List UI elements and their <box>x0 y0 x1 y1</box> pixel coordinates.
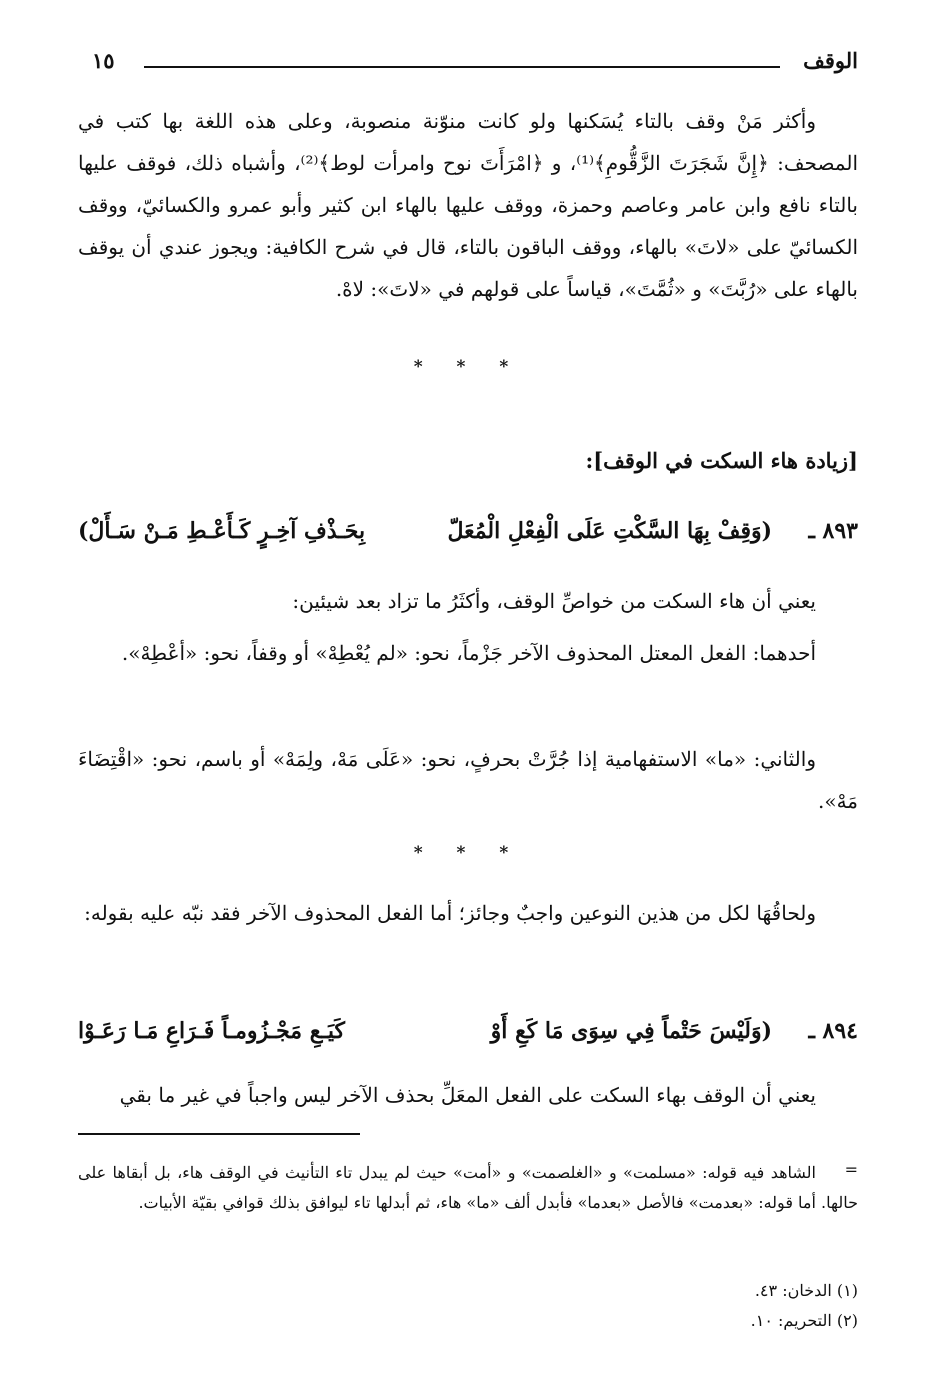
verse-hemistich-second: كَيَـعِ مَجْـزُومـاً فَـرَاعِ مَـا رَعَـوْا <box>78 1018 345 1044</box>
section-separator: * * * <box>413 357 523 377</box>
section-heading: [زيادة هاء السكت في الوقف]: <box>585 448 858 473</box>
verse-893 <box>78 512 858 558</box>
footnote-continuation-mark: = <box>844 1160 858 1179</box>
verse-number: ٨٩٣ ـ <box>808 518 858 544</box>
section-separator: * * * <box>413 843 523 863</box>
paragraph-verse-894-explanation: يعني أن الوقف بهاء السكت على الفعل المعَلِّ بحذف الآخر ليس واجباً في غير ما بقي <box>119 1083 816 1107</box>
footnote-2: (٢) التحريم: ١٠. <box>750 1311 858 1330</box>
paragraph-lihaq: ولحاقُهَا لكل من هذين النوعين واجبٌ وجائز؛ أما الفعل المحذوف الآخر فقد نبّه عليه بقوله: <box>84 901 816 925</box>
footnote-continuation: الشاهد فيه قوله: «مسلمت» و «الغلصمت» و «أمت» حيث لم يبدل تاء التأنيث في الوقف هاء، بل أبقاها على حالها. أما قوله: «بعدمت» فالأصل «بعدما» فأبدل ألف «ما» هاء، ثم أبدلها تاء ليوافق بذلك قوافي بقيّة الأبيات. <box>78 1163 858 1212</box>
verse-hemistich-first: (وَقِفْ بِهَا السَّكْتِ عَلَى الْفِعْلِ الْمُعَلّ <box>447 518 772 544</box>
paragraph-first-type: أحدهما: الفعل المعتل المحذوف الآخر جَزْماً، نحو: «لم يُعْطِهْ» أو وقفاً، نحو: «أعْطِهْ». <box>121 641 816 665</box>
chapter-title: الوقف <box>803 48 858 73</box>
paragraph-waqf-taa: وأكثر مَنْ وقف بالتاء يُسَكنها ولو كانت منوّنة منصوبة، وعلى هذه اللغة بها كتب في المصحف: ﴿إِنَّ شَجَرَتَ الزَّقُّومِ﴾⁽¹⁾، و ﴿امْرَأَتَ نوح وامرأت لوط﴾⁽²⁾، وأشباه ذلك، فوقف عليها بالتاء نافع وابن عامر وعاصم وحمزة، ووقف عليها بالهاء ابن كثير وأبو عمرو والكسائيّ، ووقف الكسائيّ على «لاتَ» بالهاء، ووقف الباقون بالتاء، قال في شرح الكافية: ويجوز عندي أن يوقف بالهاء على «رُبَّتَ» و «ثُمَّتَ»، قياساً على قولهم في «لاتَ»: لاهْ. <box>78 109 858 301</box>
running-header <box>92 48 858 78</box>
verse-hemistich-second: بِحَـذْفِ آخِـرٍ كَـأَعْـطِ مَـنْ سَـأَلْ) <box>78 518 366 544</box>
verse-number: ٨٩٤ ـ <box>808 1018 858 1044</box>
paragraph-explanation: يعني أن هاء السكت من خواصِّ الوقف، وأكثَرُ ما تزاد بعد شيئين: <box>292 589 816 613</box>
footnote-rule <box>78 1133 360 1135</box>
paragraph-second-type: والثاني: «ما» الاستفهامية إذا جُرَّتْ بحرفٍ، نحو: «عَلَى مَهْ، ولِمَهْ» أو باسم، نحو: «اقْتِضَاءَ مَهْ». <box>78 747 858 813</box>
header-rule <box>144 66 780 68</box>
verse-hemistich-first: (وَلَيْسَ حَتْماً فِي سِوَى مَا كَعِ أَوْ <box>490 1018 772 1044</box>
page-number: ١٥ <box>92 48 115 73</box>
footnote-1: (١) الدخان: ٤٣. <box>754 1281 858 1300</box>
verse-894 <box>78 1012 858 1058</box>
